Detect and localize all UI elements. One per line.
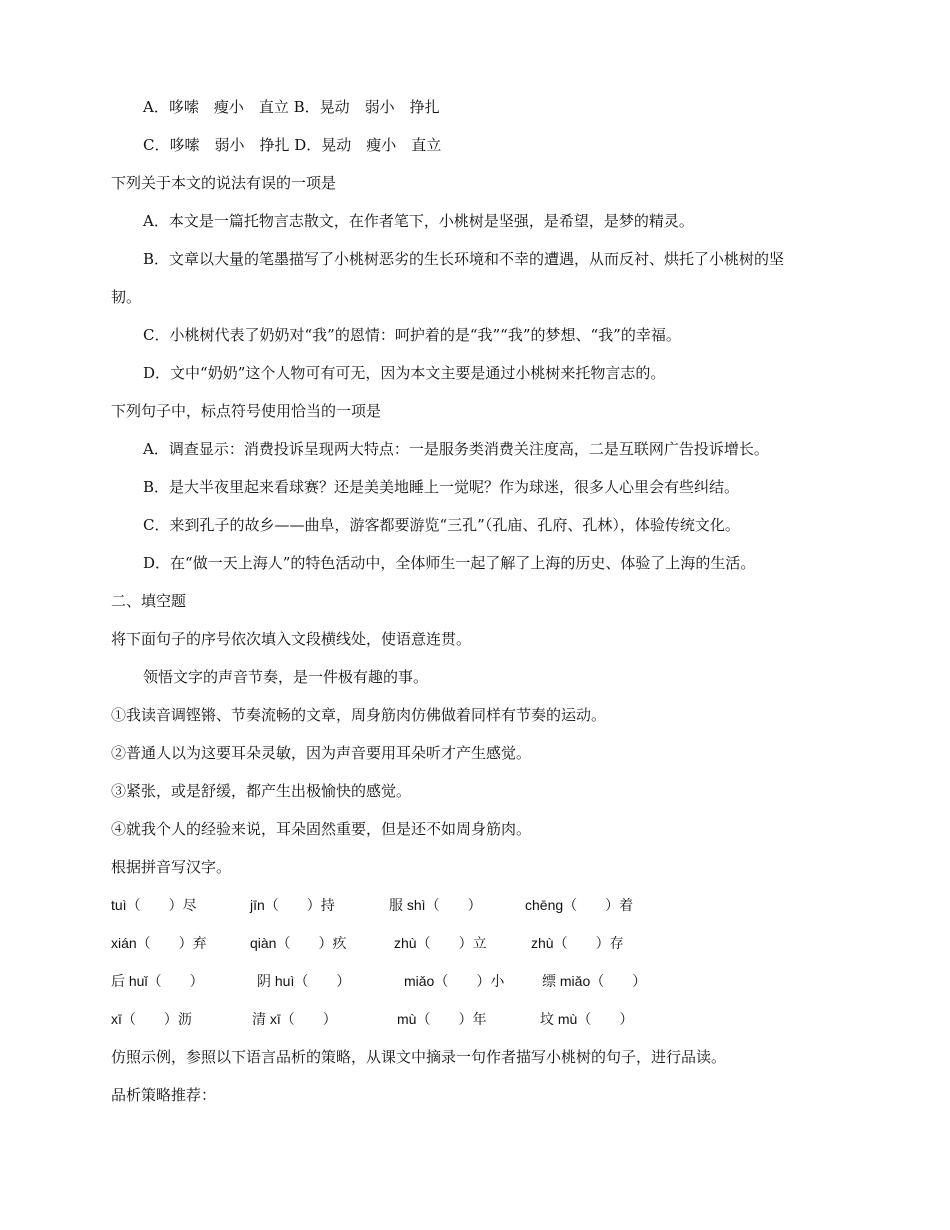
question-stem: 下列关于本文的说法有误的一项是 (111, 174, 337, 192)
option-b-continued: 韧。 (111, 288, 142, 306)
passage-intro: 领悟文字的声音节奏，是一件极有趣的事。 (143, 668, 429, 686)
sentence-4: ④就我个人的经验来说，耳朵固然重要，但是还不如周身筋肉。 (111, 820, 532, 838)
pinyin-item: xián（ ）弃 (111, 935, 207, 951)
option-a: A．调查显示：消费投诉呈现两大特点：一是服务类消费关注度高，二是互联网广告投诉增长。 (143, 440, 769, 458)
strategy-label: 品析策略推荐： (111, 1086, 217, 1104)
option-a: A．本文是一篇托物言志散文，在作者笔下，小桃树是坚强，是希望，是梦的精灵。 (143, 212, 694, 230)
sentence-2: ②普通人以为这要耳朵灵敏，因为声音要用耳朵听才产生感觉。 (111, 744, 532, 762)
section-heading: 二、填空题 (111, 592, 187, 610)
pinyin-item: xī（ ）沥 (111, 1011, 192, 1027)
pinyin-item: zhù（ ）存 (531, 935, 624, 951)
option-d: D．在“做一天上海人”的特色活动中，全体师生一起了解了上海的历史、体验了上海的生活。 (143, 554, 756, 572)
sentence-1: ①我读音调铿锵、节奏流畅的文章，周身筋肉仿佛做着同样有节奏的运动。 (111, 706, 607, 724)
pinyin-item: 服 shì（ ） (389, 897, 482, 913)
option-line-ab: A．哆嗦 瘦小 直立 B．晃动 弱小 挣扎 (143, 98, 440, 116)
question-stem: 仿照示例，参照以下语言品析的策略，从课文中摘录一句作者描写小桃树的句子，进行品读。 (111, 1048, 727, 1066)
option-c: C．小桃树代表了奶奶对“我”的恩情：呵护着的是“我”“我”的梦想、“我”的幸福。 (143, 326, 681, 344)
option-line-cd: C．哆嗦 弱小 挣扎 D．晃动 瘦小 直立 (143, 136, 442, 154)
option-b: B．文章以大量的笔墨描写了小桃树恶劣的生长环境和不幸的遭遇，从而反衬、烘托了小桃树的坚 (143, 250, 785, 268)
pinyin-item: qiàn（ ）疚 (250, 935, 347, 951)
pinyin-item: miǎo（ ）小 (404, 973, 505, 989)
pinyin-item: zhù（ ）立 (394, 935, 487, 951)
question-stem: 下列句子中，标点符号使用恰当的一项是 (111, 402, 382, 420)
sentence-3: ③紧张，或是舒缓，都产生出极愉快的感觉。 (111, 782, 412, 800)
option-d: D．文中“奶奶”这个人物可有可无，因为本文主要是通过小桃树来托物言志的。 (143, 364, 666, 382)
pinyin-item: 缥 miǎo（ ） (542, 973, 647, 989)
option-c: C．来到孔子的故乡——曲阜，游客都要游览“三孔”（孔庙、孔府、孔林），体验传统文化。 (143, 516, 740, 534)
pinyin-item: chēng（ ）着 (525, 897, 634, 913)
question-stem: 根据拼音写汉字。 (111, 858, 232, 876)
pinyin-item: 坟 mù（ ） (540, 1011, 634, 1027)
pinyin-item: tuì（ ）尽 (111, 897, 197, 913)
pinyin-item: 后 huǐ（ ） (111, 973, 204, 989)
pinyin-item: 清 xī（ ） (252, 1011, 337, 1027)
pinyin-item: jīn（ ）持 (250, 897, 335, 913)
question-stem: 将下面句子的序号依次填入文段横线处，使语意连贯。 (111, 630, 472, 648)
option-b: B．是大半夜里起来看球赛？还是美美地睡上一觉呢？作为球迷，很多人心里会有些纠结。 (143, 478, 740, 496)
pinyin-item: 阴 huì（ ） (257, 973, 351, 989)
pinyin-item: mù（ ）年 (397, 1011, 487, 1027)
